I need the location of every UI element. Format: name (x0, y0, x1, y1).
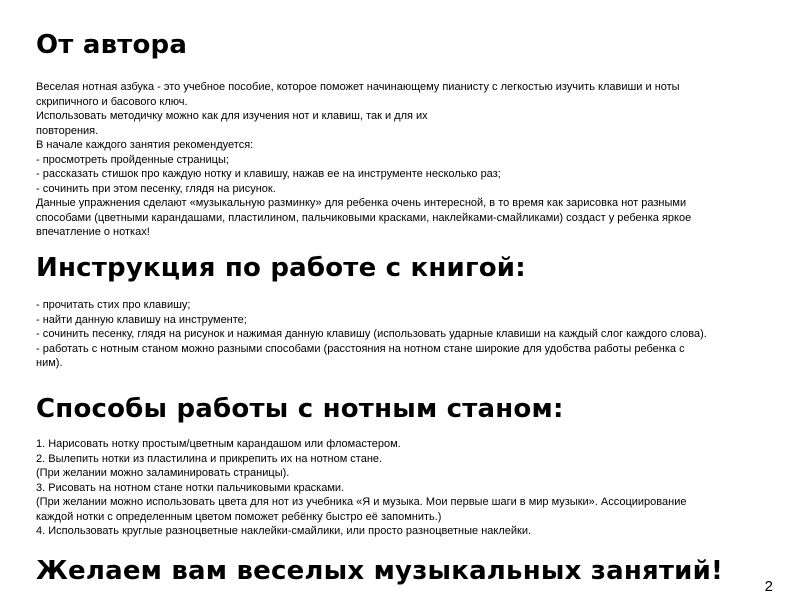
author-text-line: способами (цветными карандашами, пластилином, пальчиковыми красками, наклейками-смайликами) создаст у ребенка яркое (36, 211, 692, 224)
staff-methods-text-line: 2. Вылепить нотки из пластилина и прикрепить их на нотном стане. (36, 452, 383, 465)
author-heading: От автора (36, 30, 188, 60)
author-text-line: - сочинить при этом песенку, глядя на рисунок. (36, 182, 276, 195)
staff-methods-text-line: 1. Нарисовать нотку простым/цветным карандашом или фломастером. (36, 438, 401, 450)
instructions-text-line: - прочитать стих про клавишу; (36, 299, 191, 311)
instructions-text-line: - работать с нотным станом можно разными способами (расстояния на нотном стане широкие для удобства работы ребенка с (36, 342, 685, 355)
staff-methods-text-line: (При желании можно использовать цвета для нот из учебника «Я и музыка. Мои первые шаги в мир музыки». Ассоциирование (36, 496, 687, 508)
staff-methods-heading: Способы работы с нотным станом: (36, 394, 564, 424)
staff-methods-text-line: 3. Рисовать на нотном стане нотки пальчиковыми красками. (36, 481, 345, 494)
author-text-line: В начале каждого занятия рекомендуется: (36, 139, 254, 151)
instructions-heading: Инструкция по работе с книгой: (36, 253, 526, 283)
author-text-line: скрипичного и басового ключ. (36, 95, 188, 108)
author-text-line: - просмотреть пройденные страницы; (36, 153, 229, 166)
author-text-line: повторения. (36, 124, 99, 137)
instructions-text-line: - сочинить песенку, глядя на рисунок и нажимая данную клавишу (использовать ударные клавиши на каждый слог каждого слова). (36, 328, 707, 340)
closing-heading: Желаем вам веселых музыкальных занятий! (36, 556, 724, 586)
page-number: 2 (764, 578, 773, 595)
staff-methods-text (36, 437, 776, 539)
instructions-text-line: - найти данную клавишу на инструменте; (36, 313, 247, 326)
author-text-line: Данные упражнения сделают «музыкальную разминку» для ребенка очень интересной, в то время как зарисовка нот разными (36, 197, 687, 209)
staff-methods-text-line: 4. Использовать круглые разноцветные наклейки-смайлики, или просто разноцветные наклейки. (36, 525, 532, 537)
author-text-line: Использовать методичку можно как для изучения нот и клавиш, так и для их (36, 110, 428, 122)
author-text (36, 80, 776, 240)
author-text-line: впечатление о нотках! (36, 226, 150, 238)
author-text-line: - рассказать стишок про каждую нотку и клавишу, нажав ее на инструменте несколько раз; (36, 168, 501, 180)
instructions-text (36, 298, 776, 371)
author-text-line: Веселая нотная азбука - это учебное пособие, которое поможет начинающему пианисту с легкостью изучить клавиши и ноты (36, 81, 680, 93)
instructions-text-line: ним). (36, 357, 63, 369)
staff-methods-text-line: (При желании можно заламинировать страницы). (36, 467, 290, 479)
staff-methods-text-line: каждой нотки с определенным цветом поможет ребёнку быстро её запомнить.) (36, 510, 442, 523)
